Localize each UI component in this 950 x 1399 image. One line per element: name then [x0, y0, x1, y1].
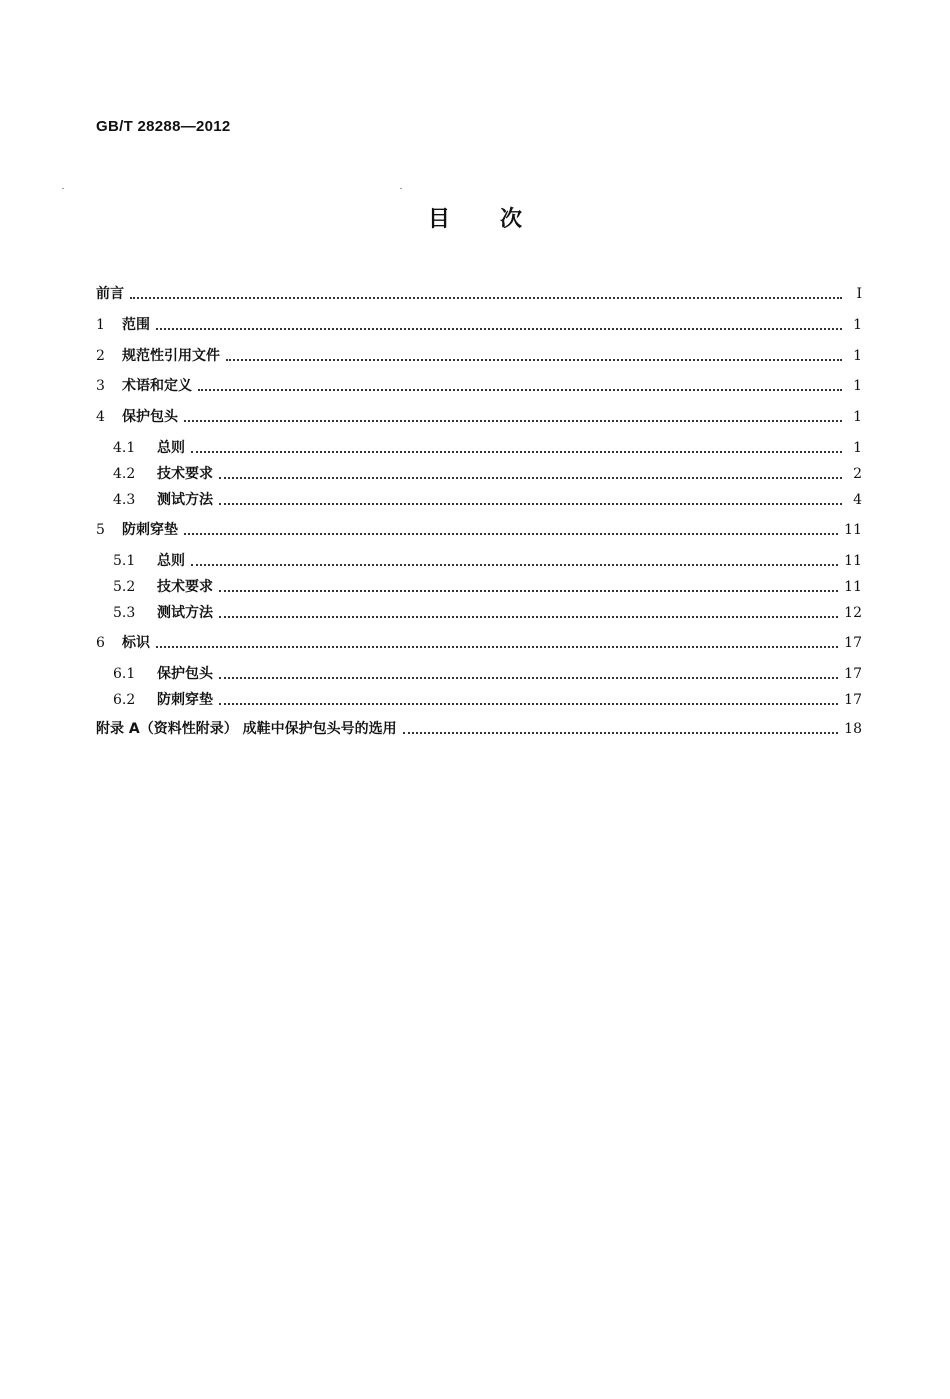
toc-entry-page: 11 — [844, 553, 862, 569]
toc-leader-dots — [226, 359, 842, 361]
toc-entry-number: 6.1 — [113, 666, 136, 682]
toc-entry-5[interactable] — [96, 521, 862, 539]
toc-entry-page: 2 — [853, 466, 862, 482]
toc-entry-label: 保护包头 — [157, 666, 213, 682]
toc-leader-dots — [219, 590, 838, 592]
toc-entry-page: 17 — [844, 692, 862, 708]
toc-leader-dots — [198, 389, 842, 391]
toc-entry-page: 1 — [853, 409, 862, 425]
toc-leader-dots — [191, 564, 838, 566]
toc-entry-page: 18 — [844, 721, 862, 737]
toc-entry-foreword[interactable] — [96, 285, 862, 303]
toc-entry-number: 3 — [96, 378, 105, 394]
toc-entry-label: 保护包头 — [122, 409, 178, 425]
toc-entry-page: 17 — [844, 635, 862, 651]
toc-entry-6[interactable] — [96, 634, 862, 652]
toc-entry-number: 4 — [96, 409, 105, 425]
toc-title-part2: 次 — [500, 207, 523, 232]
toc-leader-dots — [219, 616, 838, 618]
toc-entry-label: 前言 — [96, 286, 124, 302]
toc-entry-number: 5.2 — [113, 579, 136, 595]
toc-entry-number: 1 — [96, 317, 105, 333]
toc-entry-page: 1 — [853, 317, 862, 333]
toc-entry-label: 测试方法 — [157, 492, 213, 508]
toc-entry-number: 2 — [96, 348, 105, 364]
toc-entry-1[interactable] — [96, 316, 862, 334]
toc-entry-number: 6.2 — [113, 692, 136, 708]
toc-entry-label: 总则 — [157, 440, 185, 456]
toc-entry-number: 4.2 — [113, 466, 136, 482]
toc-leader-dots — [191, 451, 842, 453]
standard-code: GB/T 28288—2012 — [96, 118, 231, 135]
toc-entry-page: 12 — [844, 605, 862, 621]
toc-leader-dots — [156, 646, 838, 648]
toc-entry-3[interactable] — [96, 377, 862, 395]
toc-entry-4-3[interactable] — [113, 491, 862, 509]
scan-speck — [62, 188, 64, 189]
toc-entry-page: 4 — [853, 492, 862, 508]
toc-leader-dots — [219, 503, 842, 505]
toc-entry-label: 防刺穿垫 — [157, 692, 213, 708]
toc-entry-label: 规范性引用文件 — [122, 348, 220, 364]
toc-entry-number: 4.1 — [113, 440, 136, 456]
toc-entry-4-2[interactable] — [113, 465, 862, 483]
toc-leader-dots — [403, 732, 839, 734]
toc-entry-label: 附录 A（资料性附录） 成鞋中保护包头号的选用 — [96, 721, 397, 737]
toc-leader-dots — [219, 703, 838, 705]
toc-entry-5-3[interactable] — [113, 604, 862, 622]
toc-entry-4-1[interactable] — [113, 439, 862, 457]
toc-leader-dots — [219, 477, 842, 479]
scan-speck — [400, 188, 402, 189]
toc-leader-dots — [219, 677, 838, 679]
toc-leader-dots — [184, 420, 842, 422]
toc-leader-dots — [184, 533, 838, 535]
toc-entry-number: 4.3 — [113, 492, 136, 508]
toc-entry-page: 11 — [844, 579, 862, 595]
toc-entry-page: 1 — [853, 348, 862, 364]
toc-entry-label: 测试方法 — [157, 605, 213, 621]
toc-title-part1: 目 — [427, 207, 450, 232]
toc-entry-number: 5 — [96, 522, 105, 538]
toc-entry-5-2[interactable] — [113, 578, 862, 596]
toc-entry-page: 11 — [844, 522, 862, 538]
toc-leader-dots — [130, 297, 842, 299]
toc-entry-label: 防刺穿垫 — [122, 522, 178, 538]
toc-entry-6-1[interactable] — [113, 665, 862, 683]
toc-entry-annex-a[interactable] — [96, 720, 862, 738]
toc-entry-number: 5.1 — [113, 553, 136, 569]
toc-entry-page: 1 — [853, 440, 862, 456]
toc-entry-label: 总则 — [157, 553, 185, 569]
toc-leader-dots — [156, 328, 842, 330]
toc-entry-label: 标识 — [122, 635, 150, 651]
toc-entry-number: 6 — [96, 635, 105, 651]
toc-entry-label: 技术要求 — [157, 466, 213, 482]
toc-entry-2[interactable] — [96, 347, 862, 365]
toc-entry-page: 17 — [844, 666, 862, 682]
toc-entry-label: 术语和定义 — [122, 378, 192, 394]
toc-entry-page: I — [856, 286, 862, 302]
toc-entry-label: 技术要求 — [157, 579, 213, 595]
toc-entry-5-1[interactable] — [113, 552, 862, 570]
toc-entry-4[interactable] — [96, 408, 862, 426]
toc-entry-page: 1 — [853, 378, 862, 394]
toc-title — [0, 202, 950, 233]
toc-entry-number: 5.3 — [113, 605, 136, 621]
toc-entry-6-2[interactable] — [113, 691, 862, 709]
toc-entry-label: 范围 — [122, 317, 150, 333]
